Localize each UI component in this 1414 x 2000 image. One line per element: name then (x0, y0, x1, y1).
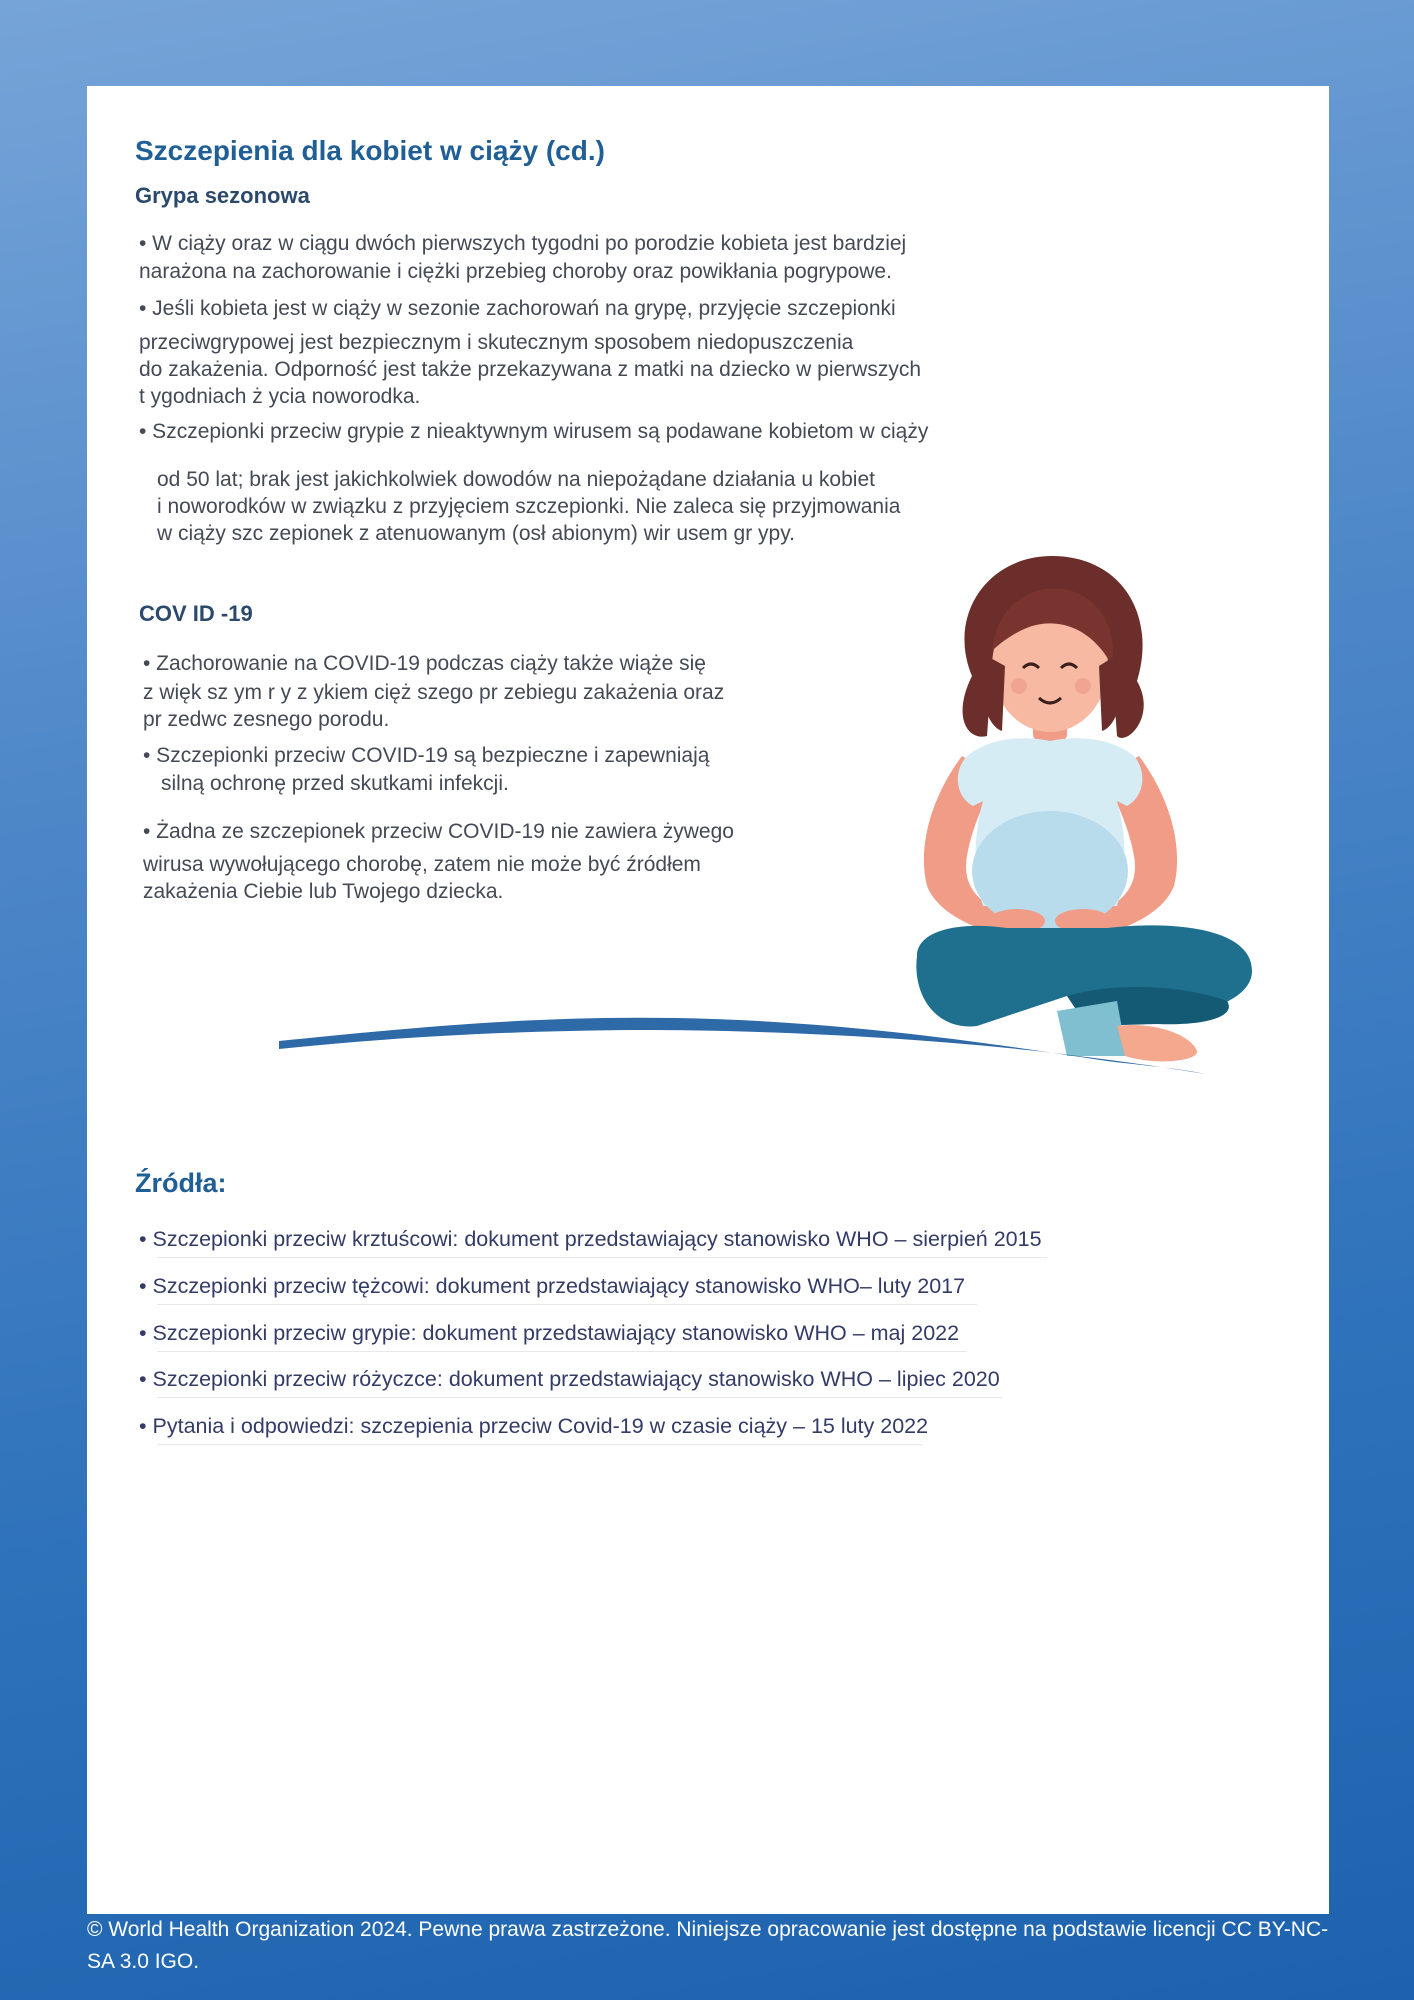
flu-line: • Szczepionki przeciw grypie z nieaktywnym wirusem są podawane kobietom w ciąży (139, 420, 929, 443)
covid-line: wirusa wywołującego chorobę, zatem nie może być źródłem (143, 853, 701, 876)
flu-line: i noworodków w związku z przyjęciem szczepionki. Nie zaleca się przyjmowania (157, 495, 901, 518)
flu-line: w ciąży szc zepionek z atenuowanym (osł abionym) wir usem gr ypy. (157, 522, 796, 545)
covid-line: • Zachorowanie na COVID-19 podczas ciąży także wiąże się (143, 652, 706, 675)
flu-line: od 50 lat; brak jest jakichkolwiek dowodów na niepożądane działania u kobiet (157, 468, 875, 491)
source-link-influenza[interactable]: • Szczepionki przeciw grypie: dokument przedstawiający stanowisko WHO – maj 2022 (139, 1321, 960, 1345)
covid-line: zakażenia Ciebie lub Twojego dziecka. (143, 880, 504, 903)
brush-stroke-divider (277, 1006, 1207, 1076)
flu-line: t ygodniach ż ycia noworodka. (139, 385, 421, 408)
covid-line: • Żadna ze szczepionek przeciw COVID-19 nie zawiera żywego (143, 820, 734, 843)
source-underline (157, 1397, 1002, 1398)
source-underline (157, 1351, 967, 1352)
source-link-pertussis[interactable]: • Szczepionki przeciw krztuścowi: dokument przedstawiający stanowisko WHO – sierpień 2015 (139, 1227, 1042, 1251)
source-link-rubella[interactable]: • Szczepionki przeciw różyczce: dokument przedstawiający stanowisko WHO – lipiec 2020 (139, 1367, 1000, 1391)
copyright-footer: © World Health Organization 2024. Pewne prawa zastrzeżone. Niniejsze opracowanie jest dostępne na podstawie licencji CC BY-NC-SA 3.0 IGO. (87, 1918, 1329, 1973)
flu-line: przeciwgrypowej jest bezpiecznym i skutecznym sposobem niedopuszczenia (139, 331, 854, 354)
source-underline (157, 1257, 1047, 1258)
source-underline (157, 1444, 922, 1445)
covid-heading: COV ID -19 (139, 601, 253, 626)
source-link-tetanus[interactable]: • Szczepionki przeciw tężcowi: dokument przedstawiający stanowisko WHO– luty 2017 (139, 1274, 966, 1298)
source-underline (157, 1304, 977, 1305)
document-page (87, 86, 1329, 1914)
covid-line: silną ochronę przed skutkami infekcji. (161, 772, 509, 795)
source-link-covid-qa[interactable]: • Pytania i odpowiedzi: szczepienia przeciw Covid-19 w czasie ciąży – 15 luty 2022 (139, 1414, 929, 1438)
flu-line: narażona na zachorowanie i ciężki przebieg choroby oraz powikłania pogrypowe. (139, 260, 892, 283)
flu-line: • Jeśli kobieta jest w ciąży w sezonie zachorowań na grypę, przyjęcie szczepionki (139, 297, 896, 320)
flu-line: • W ciąży oraz w ciągu dwóch pierwszych tygodni po porodzie kobieta jest bardziej (139, 232, 907, 255)
page-title: Szczepienia dla kobiet w ciąży (cd.) (135, 135, 605, 166)
flu-line: do zakażenia. Odporność jest także przekazywana z matki na dziecko w pierwszych (139, 358, 922, 381)
flu-heading: Grypa sezonowa (135, 183, 310, 208)
covid-line: pr zedwc zesnego porodu. (143, 708, 390, 731)
sources-heading: Źródła: (135, 1168, 227, 1198)
covid-line: • Szczepionki przeciw COVID-19 są bezpieczne i zapewniają (143, 744, 710, 767)
covid-line: z więk sz ym r y z ykiem cięż szego pr zebiegu zakażenia oraz (143, 681, 725, 704)
